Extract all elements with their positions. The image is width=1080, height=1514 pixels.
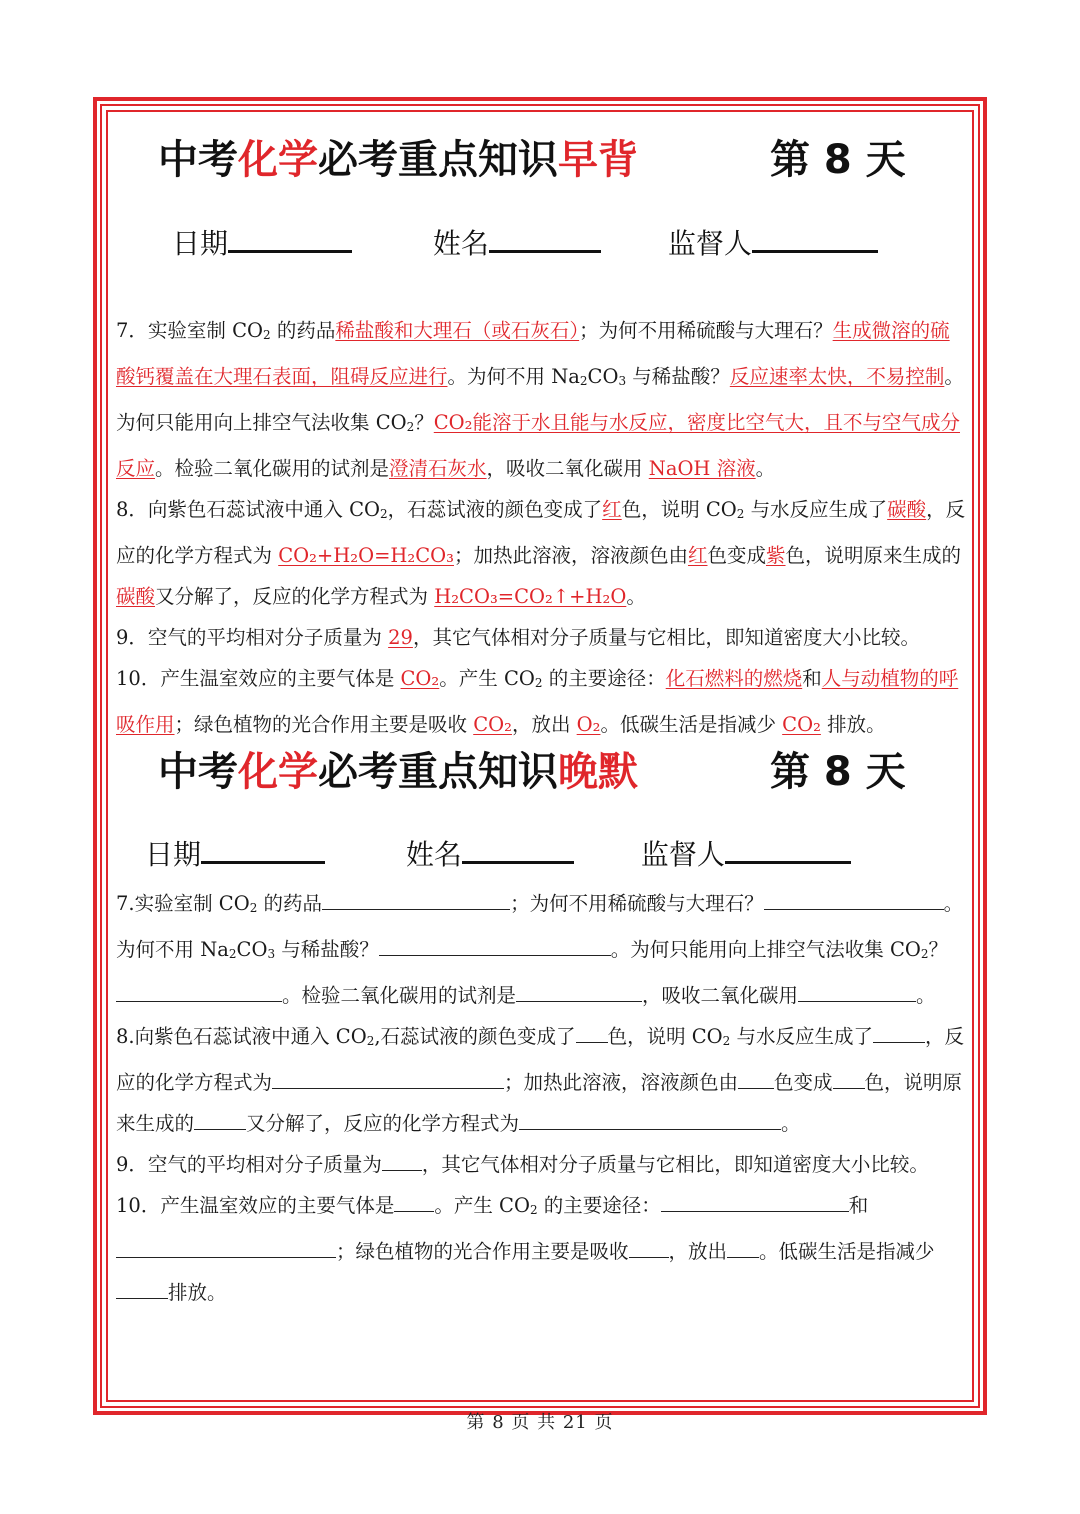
title-text: 必考重点知识 (318, 749, 558, 795)
name-field[interactable] (462, 835, 574, 864)
fill-blank[interactable] (382, 1152, 422, 1171)
fill-blank[interactable] (194, 1111, 246, 1130)
date-field[interactable] (228, 224, 352, 253)
fill-blank[interactable] (798, 983, 916, 1002)
answer: 碳酸 (116, 585, 156, 608)
fill-blank[interactable] (516, 983, 642, 1002)
fill-blank[interactable] (661, 1193, 849, 1212)
answer: CO₂能溶于水且能与水反应，密度比空气大，且不与空气成分反应 (116, 411, 960, 480)
answer: 红 (687, 544, 708, 567)
fill-blank[interactable] (272, 1070, 504, 1089)
supervisor-field[interactable] (725, 835, 851, 864)
answer: CO₂ (473, 713, 512, 736)
name-field[interactable] (489, 224, 601, 253)
answer: NaOH 溶液 (648, 457, 756, 480)
title-highlight: 化学 (238, 137, 318, 183)
fill-blank[interactable] (764, 891, 944, 910)
fill-blank[interactable] (322, 891, 510, 910)
supervisor-field[interactable] (752, 224, 878, 253)
title-highlight: 晚默 (558, 749, 638, 795)
answer: 碳酸 (887, 498, 927, 521)
fill-blank[interactable] (116, 983, 282, 1002)
title-text: 中考 (158, 137, 238, 183)
morning-q7: 7．实验室制 $CO_2$ 的药品稀盐酸和大理石（或石灰石）；为何不用稀硫酸与大理石？生成微溶的硫酸钙覆盖在大理石表面，阻碍反应进行。为何不用 $Na_2CO_3$ 与稀盐酸？反应速率太快，不易控制。为何只能用向上排空气法收集 $CO_2$？CO₂能溶于水且能与水反应，密度比空气大，且不与空气成分反应。检验二氧化碳用的试剂是澄清石灰水，吸收二氧化碳用 NaOH 溶液。 (116, 319, 964, 480)
title-highlight: 早背 (558, 137, 638, 183)
answer: 紫 (766, 544, 786, 567)
fill-blank[interactable] (738, 1070, 774, 1089)
evening-form-row (145, 833, 851, 873)
supervisor-label: 监督人 (640, 838, 725, 871)
morning-form-row (172, 222, 878, 262)
fill-blank[interactable] (629, 1239, 669, 1258)
answer: 反应速率太快，不易控制 (729, 365, 945, 388)
morning-title (158, 128, 918, 188)
evening-q8: 8.向紫色石蕊试液中通入 $CO_2$,石蕊试液的颜色变成了 色，说明 $CO_2$ 与水反应生成了 ，反应的化学方程式为 ；加热此溶液，溶液颜色由 色变成 色，说明原来生成的 又分解了，反应的化学方程式为 。 (116, 1025, 965, 1135)
fill-blank[interactable] (116, 1239, 336, 1258)
date-label: 日期 (172, 227, 229, 260)
fill-blank[interactable] (727, 1239, 759, 1258)
date-label: 日期 (145, 838, 202, 871)
name-label: 姓名 (432, 227, 489, 260)
evening-q9: 9．空气的平均相对分子质量为 ，其它气体相对分子质量与它相比，即知道密度大小比较。 (116, 1153, 929, 1176)
title-text: 中考 (158, 749, 238, 795)
date-field[interactable] (201, 835, 325, 864)
answer: CO₂ (782, 713, 821, 736)
page-number: 第 8 页 共 21 页 (466, 1412, 614, 1433)
fill-blank[interactable] (833, 1070, 865, 1089)
evening-title (158, 740, 918, 800)
title-highlight: 化学 (238, 749, 318, 795)
evening-content (116, 883, 968, 1313)
day-label: 第 8 天 (770, 137, 906, 183)
answer: 红 (602, 498, 622, 521)
morning-content (116, 310, 968, 745)
answer: 人与动植物的呼吸作用 (116, 667, 959, 736)
answer: 化石燃料的燃烧 (665, 667, 803, 690)
fill-blank[interactable] (873, 1024, 925, 1043)
evening-q10: 10．产生温室效应的主要气体是 。产生 $CO_2$ 的主要途径： 和；绿色植物的光合作用主要是吸收 ，放出 。低碳生活是指减少排放。 (116, 1194, 935, 1304)
morning-q8: 8．向紫色石蕊试液中通入 $CO_2$，石蕊试液的颜色变成了红色，说明 $CO_2$ 与水反应生成了碳酸，反应的化学方程式为 CO₂+H₂O=H₂CO₃；加热此溶液，溶液颜色由红色变成紫色，说明原来生成的碳酸又分解了，反应的化学方程式为 H₂CO₃=CO₂↑+H₂O。 (116, 498, 966, 608)
answer: CO₂ (400, 667, 440, 690)
fill-blank[interactable] (116, 1280, 168, 1299)
fill-blank[interactable] (394, 1193, 434, 1212)
answer: 澄清石灰水 (389, 457, 487, 480)
answer: H₂CO₃=CO₂↑+H₂O (434, 585, 627, 608)
name-label: 姓名 (405, 838, 462, 871)
day-label: 第 8 天 (770, 749, 906, 795)
answer: O₂ (576, 713, 601, 736)
fill-blank[interactable] (519, 1111, 781, 1130)
fill-blank[interactable] (379, 937, 611, 956)
evening-q7: 7.实验室制 $CO_2$ 的药品 ；为何不用稀硫酸与大理石？ 。为何不用 $Na_2CO_3$ 与稀盐酸？ 。为何只能用向上排空气法收集 $CO_2$？。检验二氧化碳用的试剂是 ，吸收二氧化碳用 。 (116, 892, 964, 1007)
fill-blank[interactable] (576, 1024, 608, 1043)
answer: CO₂+H₂O=H₂CO₃ (278, 544, 454, 567)
morning-q9: 9．空气的平均相对分子质量为 29，其它气体相对分子质量与它相比，即知道密度大小比较。 (116, 626, 920, 649)
answer: 稀盐酸和大理石（或石灰石） (335, 319, 580, 342)
answer: 29 (388, 626, 413, 649)
supervisor-label: 监督人 (667, 227, 752, 260)
title-text: 必考重点知识 (318, 137, 558, 183)
answer: 生成微溶的硫酸钙覆盖在大理石表面，阻碍反应进行 (116, 319, 950, 388)
morning-q10: 10．产生温室效应的主要气体是 CO₂。产生 $CO_2$ 的主要途径：化石燃料的燃烧和人与动植物的呼吸作用；绿色植物的光合作用主要是吸收 CO₂，放出 O₂。低碳生活是指减少 CO₂ 排放。 (116, 667, 959, 736)
